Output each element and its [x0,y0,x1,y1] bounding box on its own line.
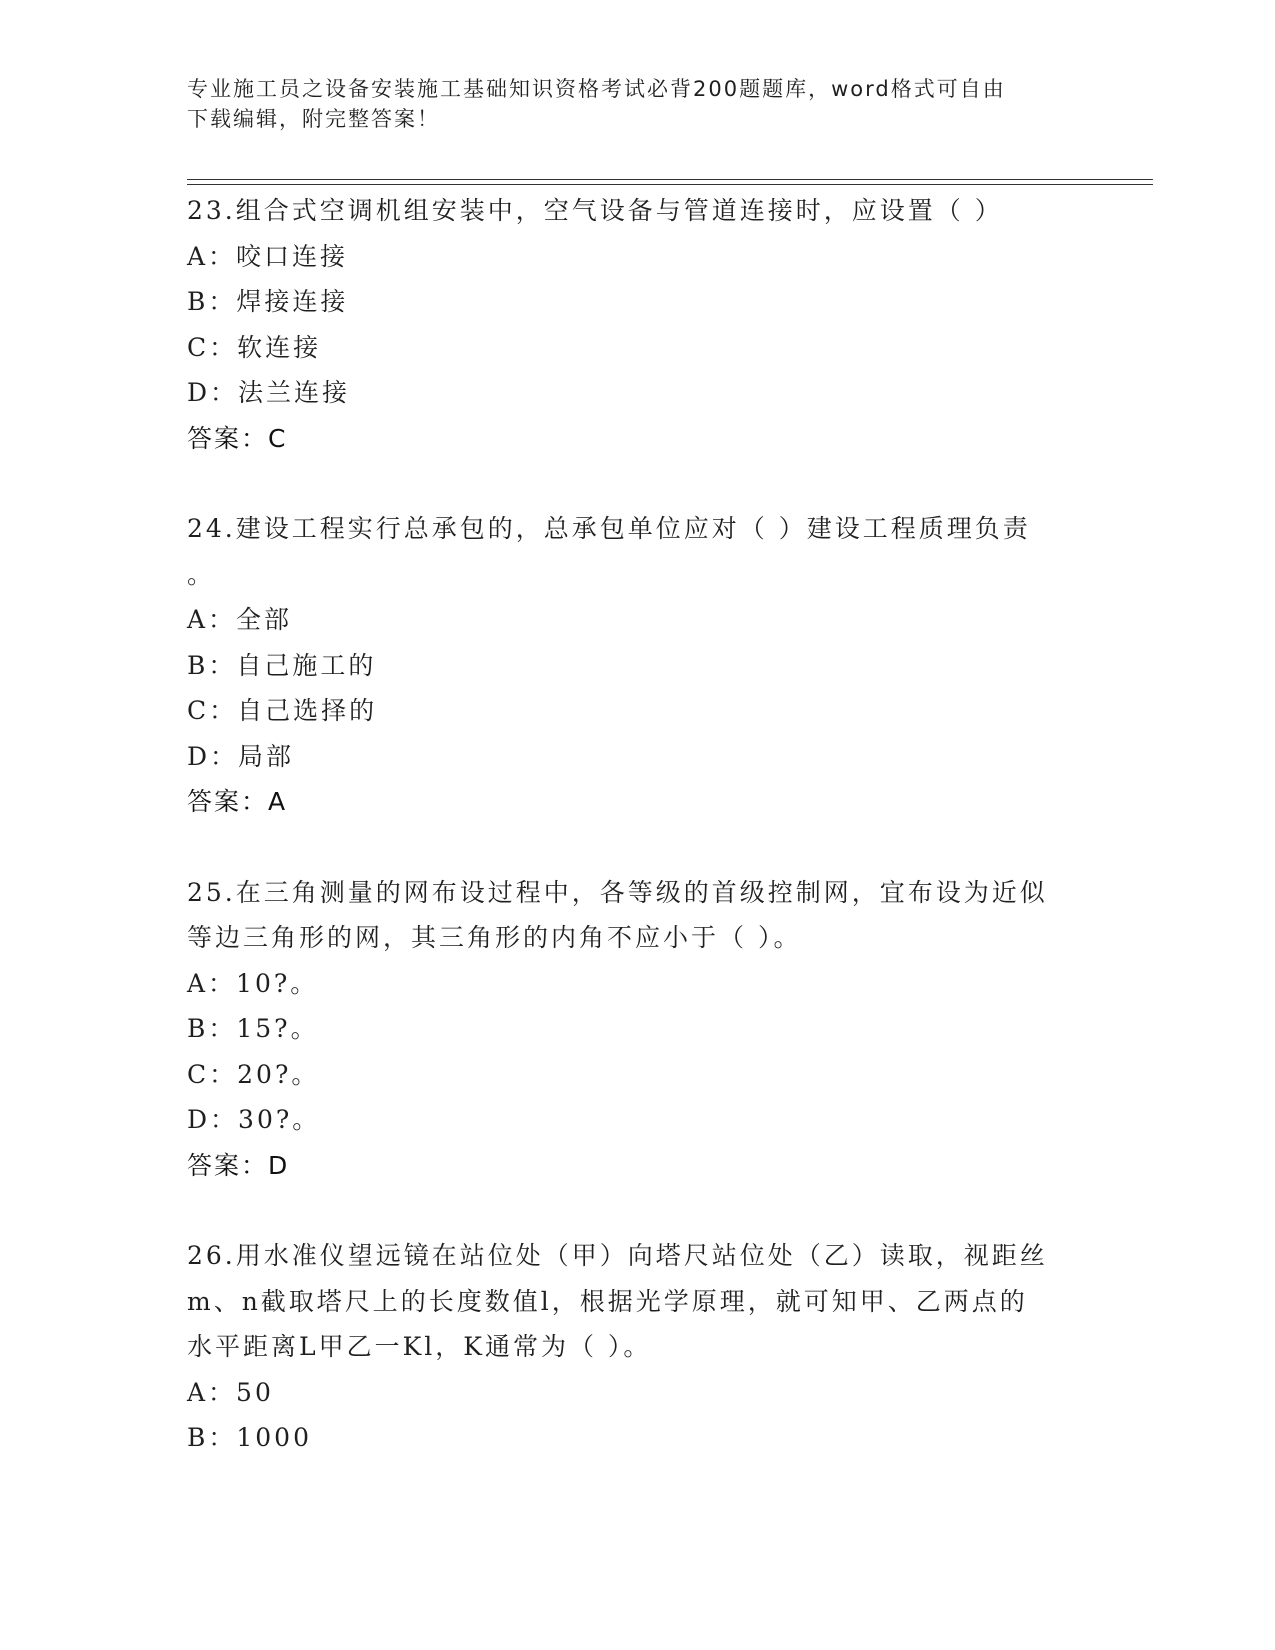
option-a: A：10?。 [187,968,319,998]
option-c: C：软连接 [187,332,322,362]
option-a: A：50 [187,1377,274,1407]
question-24 [187,506,1087,825]
answer: 答案：A [187,787,288,816]
answer: 答案：D [187,1150,290,1180]
option-b: B：焊接连接 [187,287,349,316]
option-d: D：法兰连接 [187,378,351,407]
document-header [187,74,1067,134]
question-spacer [187,461,1087,506]
question-stem: 23.组合式空调机组安装中，空气设备与管道连接时，应设置（ ） [187,196,1003,225]
question-26 [187,1233,1087,1461]
header-line-1: 专业施工员之设备安装施工基础知识资格考试必背200题题库，word格式可自由 [187,77,1006,101]
header-line-2: 下载编辑，附完整答案！ [187,107,440,131]
question-stem: 26.用水准仪望远镜在站位处（甲）向塔尺站位处（乙）读取，视距丝 [187,1241,1048,1270]
option-a: A：咬口连接 [187,241,349,271]
option-c: C：20?。 [187,1059,320,1089]
question-23 [187,188,1087,461]
option-c: C：自己选择的 [187,696,378,725]
header-divider-bottom [187,184,1153,185]
question-spacer [187,825,1087,870]
question-stem-continued: 。 [187,559,216,589]
option-d: D：局部 [187,741,295,771]
option-b: B：自己施工的 [187,650,377,680]
header-divider-top [187,179,1153,180]
question-list [187,188,1087,1461]
question-stem: 24.建设工程实行总承包的，总承包单位应对（ ）建设工程质理负责 [187,514,1031,543]
question-stem: 25.在三角测量的网布设过程中，各等级的首级控制网，宜布设为近似 [187,877,1048,907]
option-a: A：全部 [187,605,293,634]
question-25 [187,870,1087,1189]
question-stem-continued: m、n截取塔尺上的长度数值l，根据光学原理，就可知甲、乙两点的 [187,1286,1028,1316]
question-spacer [187,1188,1087,1233]
option-b: B：1000 [187,1423,312,1452]
option-b: B：15?。 [187,1014,319,1043]
question-stem-continued: 水平距离L甲乙一Kl，K通常为（ ）。 [187,1332,652,1361]
option-d: D：30?。 [187,1105,321,1134]
question-stem-continued: 等边三角形的网，其三角形的内角不应小于（ ）。 [187,923,802,952]
answer: 答案：C [187,423,288,453]
